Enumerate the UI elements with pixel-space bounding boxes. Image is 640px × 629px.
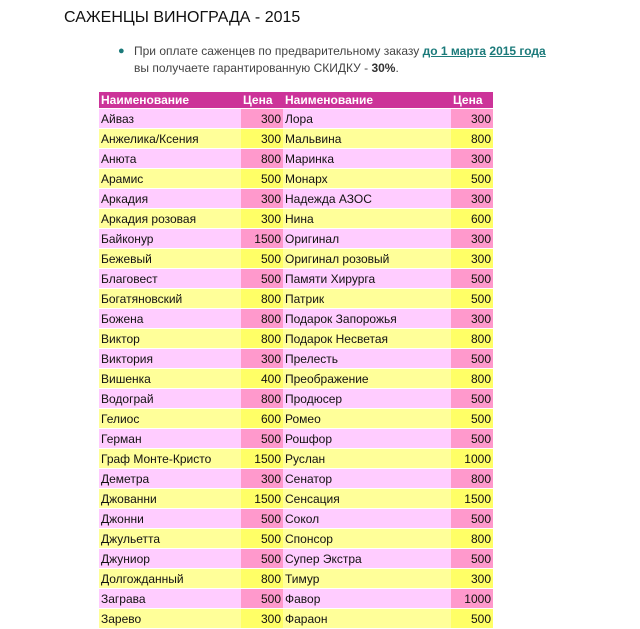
table-row: [99, 389, 493, 409]
table-row: [99, 449, 493, 469]
price-cell: 600: [451, 209, 493, 229]
price-cell: 300: [451, 309, 493, 329]
table-row: [99, 509, 493, 529]
table-row: [99, 489, 493, 509]
table-header-row: [99, 92, 493, 109]
price-cell: 300: [241, 609, 283, 629]
variety-name-cell: Долгожданный: [99, 569, 241, 589]
variety-name-cell: Благовест: [99, 269, 241, 289]
variety-name-cell: Водограй: [99, 389, 241, 409]
price-cell: 800: [241, 329, 283, 349]
price-cell: 500: [241, 509, 283, 529]
price-cell: 300: [451, 109, 493, 129]
table-row: [99, 109, 493, 129]
notice-text: [134, 43, 548, 77]
price-cell: 300: [241, 349, 283, 369]
variety-name-cell: Оригинал: [283, 229, 451, 249]
price-cell: 600: [241, 409, 283, 429]
price-cell: 500: [241, 169, 283, 189]
price-cell: 1000: [451, 589, 493, 609]
variety-name-cell: Герман: [99, 429, 241, 449]
price-cell: 300: [451, 149, 493, 169]
table-row: [99, 529, 493, 549]
price-cell: 300: [241, 469, 283, 489]
table-row: [99, 289, 493, 309]
variety-name-cell: Анжелика/Ксения: [99, 129, 241, 149]
price-cell: 500: [451, 549, 493, 569]
price-cell: 800: [451, 369, 493, 389]
price-cell: 800: [241, 149, 283, 169]
variety-name-cell: Джованни: [99, 489, 241, 509]
variety-name-cell: Богатяновский: [99, 289, 241, 309]
price-cell: 800: [451, 329, 493, 349]
price-cell: 500: [451, 429, 493, 449]
variety-name-cell: Надежда АЗОС: [283, 189, 451, 209]
price-cell: 800: [451, 129, 493, 149]
variety-name-cell: Аркадия розовая: [99, 209, 241, 229]
price-cell: 300: [241, 189, 283, 209]
table-row: [99, 249, 493, 269]
variety-name-cell: Мальвина: [283, 129, 451, 149]
table-row: [99, 229, 493, 249]
table-row: [99, 609, 493, 629]
header-name-1: Наименование: [99, 92, 241, 109]
variety-name-cell: Заграва: [99, 589, 241, 609]
discount-notice: [118, 43, 548, 77]
table-row: [99, 589, 493, 609]
price-cell: 1500: [241, 449, 283, 469]
price-cell: 300: [241, 129, 283, 149]
table-row: [99, 189, 493, 209]
variety-name-cell: Памяти Хирурга: [283, 269, 451, 289]
price-cell: 800: [451, 469, 493, 489]
variety-name-cell: Айваз: [99, 109, 241, 129]
price-cell: 500: [241, 589, 283, 609]
table-body: [99, 109, 493, 629]
discount-value: 30%: [371, 61, 396, 75]
price-cell: 500: [451, 509, 493, 529]
deadline-link-2[interactable]: 2015 года: [489, 44, 546, 58]
variety-name-cell: Сенсация: [283, 489, 451, 509]
variety-name-cell: Зарево: [99, 609, 241, 629]
table-row: [99, 429, 493, 449]
variety-name-cell: Анюта: [99, 149, 241, 169]
variety-name-cell: Сокол: [283, 509, 451, 529]
price-cell: 500: [451, 609, 493, 629]
notice-text-part2: вы получаете гарантированную СКИДКУ -: [134, 61, 372, 75]
variety-name-cell: Подарок Несветая: [283, 329, 451, 349]
variety-name-cell: Подарок Запорожья: [283, 309, 451, 329]
variety-name-cell: Арамис: [99, 169, 241, 189]
table-row: [99, 409, 493, 429]
price-cell: 1000: [451, 449, 493, 469]
deadline-link-1[interactable]: до 1 марта: [422, 44, 487, 58]
price-cell: 400: [241, 369, 283, 389]
table-row: [99, 569, 493, 589]
variety-name-cell: Рошфор: [283, 429, 451, 449]
variety-name-cell: Джуниор: [99, 549, 241, 569]
table-row: [99, 469, 493, 489]
variety-name-cell: Байконур: [99, 229, 241, 249]
variety-name-cell: Виктор: [99, 329, 241, 349]
table-row: [99, 149, 493, 169]
price-cell: 800: [241, 289, 283, 309]
variety-name-cell: Аркадия: [99, 189, 241, 209]
price-table: [99, 92, 493, 629]
header-name-2: Наименование: [283, 92, 451, 109]
price-cell: 300: [451, 249, 493, 269]
table-row: [99, 269, 493, 289]
table-row: [99, 329, 493, 349]
price-cell: 500: [451, 269, 493, 289]
price-cell: 500: [451, 389, 493, 409]
price-cell: 300: [241, 209, 283, 229]
variety-name-cell: Божена: [99, 309, 241, 329]
price-cell: 300: [451, 229, 493, 249]
price-cell: 1500: [241, 489, 283, 509]
variety-name-cell: Вишенка: [99, 369, 241, 389]
price-cell: 500: [241, 529, 283, 549]
table-row: [99, 129, 493, 149]
variety-name-cell: Спонсор: [283, 529, 451, 549]
variety-name-cell: Нина: [283, 209, 451, 229]
variety-name-cell: Патрик: [283, 289, 451, 309]
header-price-2: Цена: [451, 92, 493, 109]
price-cell: 500: [241, 549, 283, 569]
variety-name-cell: Граф Монте-Кристо: [99, 449, 241, 469]
variety-name-cell: Сенатор: [283, 469, 451, 489]
variety-name-cell: Тимур: [283, 569, 451, 589]
table-row: [99, 549, 493, 569]
price-cell: 800: [451, 529, 493, 549]
variety-name-cell: Продюсер: [283, 389, 451, 409]
price-cell: 1500: [451, 489, 493, 509]
price-cell: 500: [451, 409, 493, 429]
price-cell: 300: [451, 189, 493, 209]
table-row: [99, 209, 493, 229]
variety-name-cell: Виктория: [99, 349, 241, 369]
variety-name-cell: Лора: [283, 109, 451, 129]
variety-name-cell: Бежевый: [99, 249, 241, 269]
variety-name-cell: Деметра: [99, 469, 241, 489]
price-cell: 500: [451, 289, 493, 309]
notice-text-part1: При оплате саженцев по предварительному заказу: [134, 44, 423, 58]
price-cell: 800: [241, 389, 283, 409]
notice-end: .: [395, 61, 399, 75]
table-row: [99, 349, 493, 369]
header-price-1: Цена: [241, 92, 283, 109]
price-cell: 800: [241, 309, 283, 329]
page-title: САЖЕНЦЫ ВИНОГРАДА - 2015: [64, 9, 301, 26]
variety-name-cell: Оригинал розовый: [283, 249, 451, 269]
variety-name-cell: Монарх: [283, 169, 451, 189]
variety-name-cell: Прелесть: [283, 349, 451, 369]
variety-name-cell: Джонни: [99, 509, 241, 529]
price-cell: 800: [241, 569, 283, 589]
variety-name-cell: Ромео: [283, 409, 451, 429]
table-row: [99, 309, 493, 329]
price-cell: 300: [451, 569, 493, 589]
variety-name-cell: Гелиос: [99, 409, 241, 429]
table-row: [99, 169, 493, 189]
price-cell: 1500: [241, 229, 283, 249]
price-cell: 500: [451, 349, 493, 369]
variety-name-cell: Джульетта: [99, 529, 241, 549]
price-cell: 500: [241, 249, 283, 269]
price-cell: 500: [241, 429, 283, 449]
price-cell: 500: [451, 169, 493, 189]
variety-name-cell: Маринка: [283, 149, 451, 169]
table-row: [99, 369, 493, 389]
variety-name-cell: Руслан: [283, 449, 451, 469]
price-cell: 500: [241, 269, 283, 289]
price-cell: 300: [241, 109, 283, 129]
variety-name-cell: Супер Экстра: [283, 549, 451, 569]
variety-name-cell: Фавор: [283, 589, 451, 609]
bullet-icon: ●: [118, 45, 125, 57]
variety-name-cell: Фараон: [283, 609, 451, 629]
variety-name-cell: Преображение: [283, 369, 451, 389]
